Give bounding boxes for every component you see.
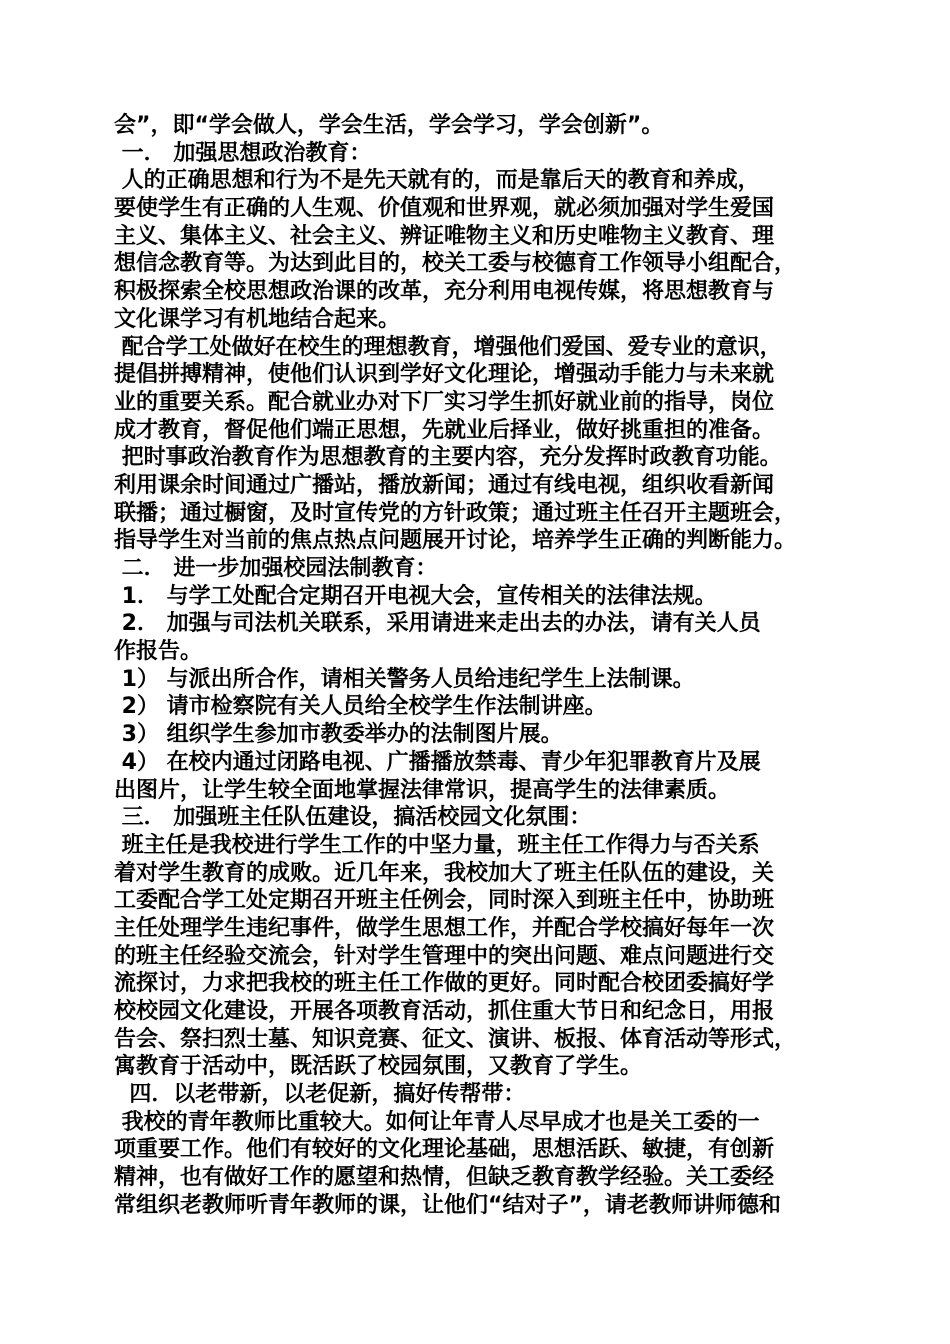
list-item: 2． 加强与司法机关联系，采用请进来走出去的办法，请有关人员 [114, 611, 761, 637]
text-line: 常组织老教师听青年教师的课，让他们“结对子”，请老教师讲师德和 [114, 1192, 781, 1218]
list-item: 2） 请市检察院有关人员给全校学生作法制讲座。 [114, 694, 607, 720]
list-item: 3） 组织学生参加市教委举办的法制图片展。 [114, 722, 563, 748]
list-item: 4） 在校内通过闭路电视、广播播放禁毒、青少年犯罪教育片及展 [114, 749, 761, 775]
text-line: 要使学生有正确的人生观、价值观和世界观，就必须加强对学生爱国 [114, 196, 775, 222]
text-line: 精神，也有做好工作的愿望和热情，但缺乏教育教学经验。关工委经 [114, 1165, 775, 1191]
text-line: 主义、集体主义、社会主义、辨证唯物主义和历史唯物主义教育、理 [114, 223, 775, 249]
text-line: 想信念教育等。为达到此目的，校关工委与校德育工作领导小组配合， [114, 251, 797, 277]
text-line: 告会、祭扫烈士墓、知识竞赛、征文、演讲、板报、体育活动等形式， [114, 1026, 797, 1052]
text-line: 人的正确思想和行为不是先天就有的，而是靠后天的教育和养成， [114, 168, 760, 194]
text-line: 积极探索全校思想政治课的改革，充分利用电视传媒，将思想教育与 [114, 279, 775, 305]
section-heading-2: 二． 进一步加强校园法制教育： [114, 556, 438, 581]
text-line: 联播；通过橱窗，及时宣传党的方针政策；通过班主任召开主题班会， [114, 500, 797, 526]
text-line: 提倡拼搏精神，使他们认识到学好文化理论，增强动手能力与未来就 [114, 362, 775, 388]
text-line: 主任处理学生违纪事件，做学生思想工作，并配合学校搞好每年一次 [114, 915, 775, 941]
section-heading-1: 一． 加强思想政治教育： [114, 140, 372, 166]
text-line: 我校的青年教师比重较大。如何让年青人尽早成才也是关工委的一 [114, 1109, 760, 1135]
text-line: 着对学生教育的成败。近几年来，我校加大了班主任队伍的建设，关 [114, 860, 775, 886]
text-line: 出图片，让学生较全面地掌握法律常识，提高学生的法律素质。 [114, 777, 731, 803]
text-line: 配合学工处做好在校生的理想教育，增强他们爱国、爱专业的意识， [114, 334, 782, 360]
text-line: 指导学生对当前的焦点热点问题展开讨论，培养学生正确的判断能力。 [114, 528, 797, 554]
text-line: 成才教育，督促他们端正思想，先就业后择业，做好挑重担的准备。 [114, 417, 775, 443]
text-line: 文化课学习有机地结合起来。 [114, 306, 401, 332]
text-line: 校校园文化建设，开展各项教育活动，抓住重大节日和纪念日，用报 [114, 999, 775, 1024]
text-line: 寓教育于活动中，既活跃了校园氛围，又教育了学生。 [114, 1054, 643, 1080]
section-heading-4: 四．以老带新，以老促新，搞好传帮带： [114, 1082, 526, 1108]
text-line: 流探讨，力求把我校的班主任工作做的更好。同时配合校团委搞好学 [114, 971, 775, 997]
text-line: 利用课余时间通过广播站，播放新闻；通过有线电视，组织收看新闻 [114, 472, 775, 498]
text-line: 班主任是我校进行学生工作的中坚力量，班主任工作得力与否关系 [114, 832, 760, 858]
text-line: 业的重要关系。配合就业办对下厂实习学生抓好就业前的指导，岗位 [114, 389, 775, 415]
text-line: 作报告。 [114, 639, 203, 665]
list-item: 1． 与学工处配合定期召开电视大会，宣传相关的法律法规。 [114, 583, 717, 609]
section-heading-3: 三． 加强班主任队伍建设，搞活校园文化氛围： [114, 805, 592, 831]
text-line: 工委配合学工处定期召开班主任例会，同时深入到班主任中，协助班 [114, 888, 775, 914]
text-line: 把时事政治教育作为思想教育的主要内容，充分发挥时政教育功能。 [114, 445, 782, 471]
text-line: 项重要工作。他们有较好的文化理论基础，思想活跃、敏捷，有创新 [114, 1137, 775, 1163]
text-line: 的班主任经验交流会，针对学生管理中的突出问题、难点问题进行交 [114, 943, 775, 969]
list-item: 1） 与派出所合作，请相关警务人员给违纪学生上法制课。 [114, 666, 695, 692]
document-body [114, 112, 854, 1220]
text-line: 会”，即“学会做人，学会生活，学会学习，学会创新”。 [114, 113, 664, 138]
